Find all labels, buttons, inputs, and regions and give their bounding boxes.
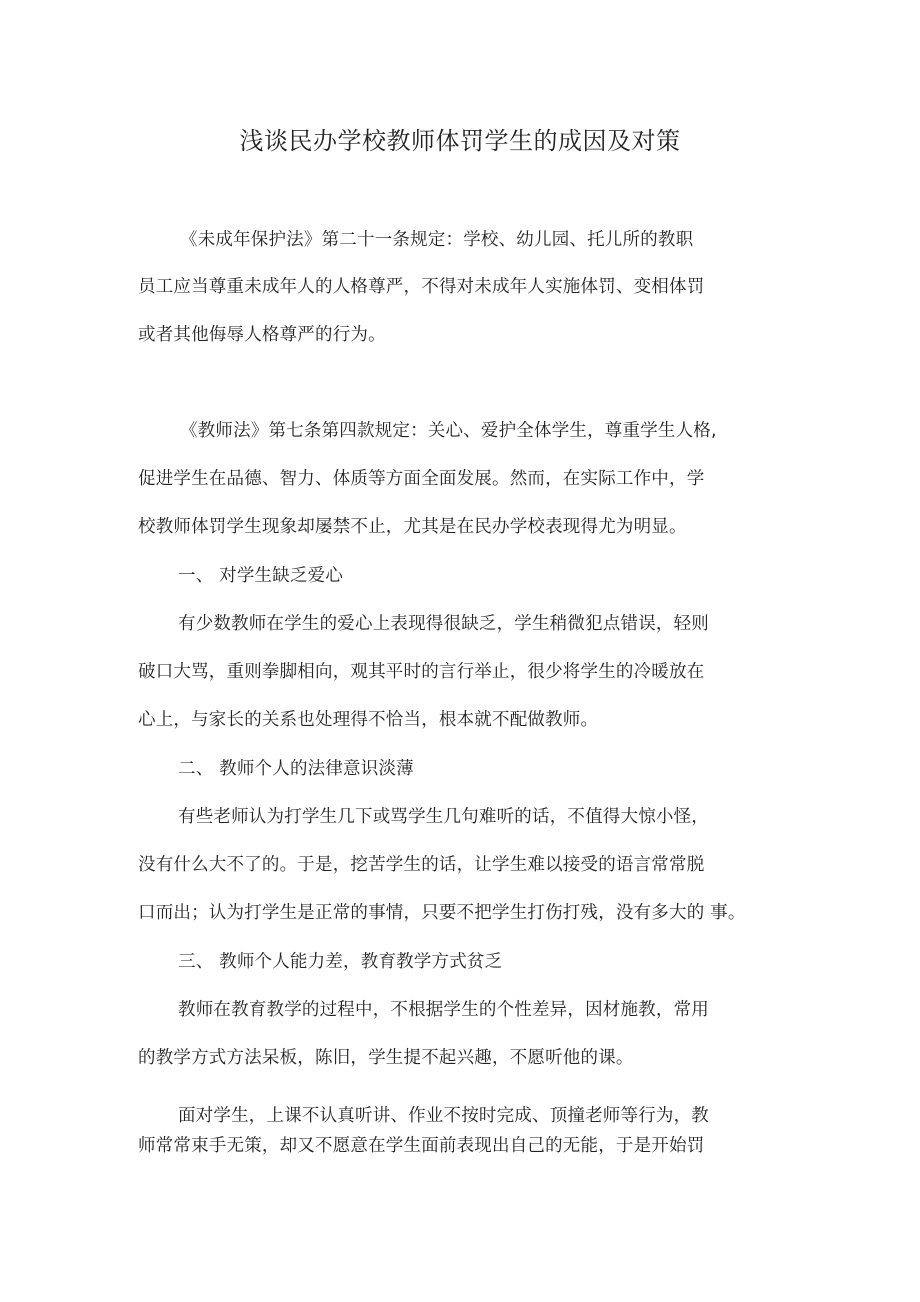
paragraph-1-line-2: 员工应当尊重未成年人的人格尊严，不得对未成年人实施体罚、变相体罚: [138, 277, 705, 297]
section-2-line-3: 口而出；认为打学生是正常的事情，只要不把学生打伤打残，没有多大的 事。: [138, 903, 746, 923]
paragraph-1-line-1: 《未成年保护法》第二十一条规定：学校、幼儿园、托儿所的教职: [180, 230, 694, 250]
section-2-heading: 二、 教师个人的法律意识淡薄: [178, 759, 414, 779]
paragraph-1-line-3: 或者其他侮辱人格尊严的行为。: [138, 325, 386, 345]
paragraph-2-line-3: 校教师体罚学生现象却屡禁不止，尤其是在民办学校表现得尤为明显。: [138, 517, 687, 537]
section-3-line-2: 的教学方式方法呆板，陈旧，学生提不起兴趣，不愿听他的课。: [138, 1048, 634, 1068]
paragraph-last-line-2: 师常常束手无策，却又不愿意在学生面前表现出自己的无能，于是开始罚: [138, 1136, 705, 1156]
section-3-line-1: 教师在教育教学的过程中，不根据学生的个性差异，因材施教，常用: [178, 1000, 709, 1020]
paragraph-2-line-2: 促进学生在品德、智力、体质等方面全面发展。然而，在实际工作中，学: [138, 469, 705, 489]
section-1-line-3: 心上，与家长的关系也处理得不恰当，根本就不配做教师。: [138, 710, 599, 730]
section-1-heading: 一、 对学生缺乏爱心: [178, 566, 344, 586]
section-2-line-2: 没有什么大不了的。于是，挖苦学生的话，让学生难以接受的语言常常脱: [138, 855, 705, 875]
document-title: 浅谈民办学校教师体罚学生的成因及对策: [239, 127, 681, 155]
section-1-line-2: 破口大骂，重则拳脚相向，观其平时的言行举止，很少将学生的冷暖放在: [138, 662, 705, 682]
paragraph-last-line-1: 面对学生，上课不认真听讲、作业不按时完成、顶撞老师等行为，教: [178, 1106, 709, 1126]
section-3-heading: 三、 教师个人能力差，教育教学方式贫乏: [178, 952, 503, 972]
section-1-line-1: 有少数教师在学生的爱心上表现得很缺乏，学生稍微犯点错误，轻则: [178, 614, 709, 634]
section-2-line-1: 有些老师认为打学生几下或骂学生几句难听的话，不值得大惊小怪，: [178, 807, 709, 827]
paragraph-2-line-1: 《教师法》第七条第四款规定：关心、爱护全体学生，尊重学生人格,: [180, 421, 717, 441]
